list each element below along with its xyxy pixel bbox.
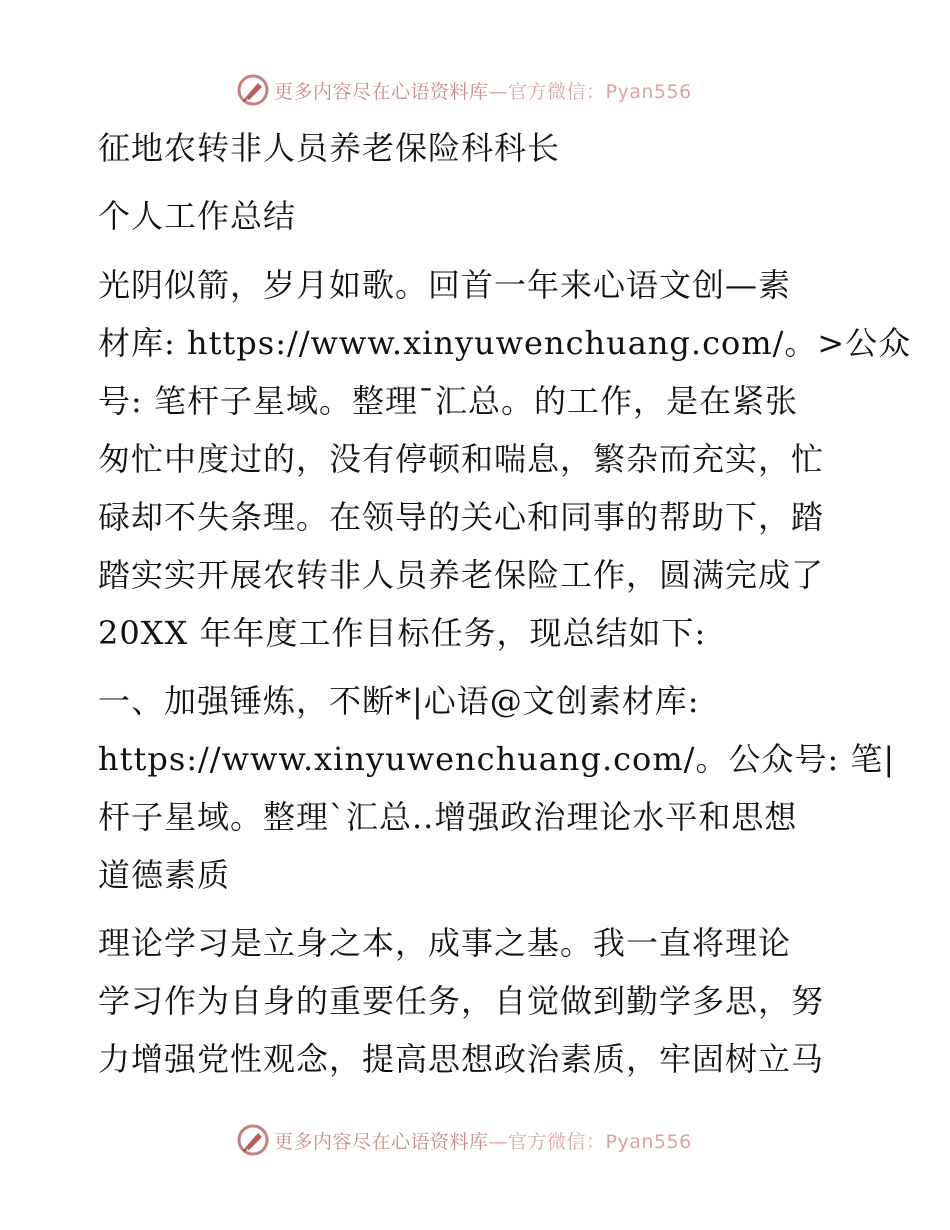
title-line-1: 征地农转非人员养老保险科科长	[98, 129, 561, 167]
paragraph-line: 碌却不失条理。在领导的关心和同事的帮助下，踏	[98, 498, 825, 536]
pen-logo-icon	[236, 1123, 270, 1157]
paragraph-1	[98, 256, 912, 662]
paragraph-line: 光阴似箭，岁月如歌。回首一年来心语文创—素	[98, 266, 792, 304]
paragraph-line: 学习作为自身的重要任务，自觉做到勤学多思，努	[98, 982, 825, 1020]
watermark-text: 更多内容尽在心语资料库—官方微信：Pyan556	[274, 1130, 692, 1153]
paragraph-line: 材库: https://www.xinyuwenchuang.com/。>公众	[98, 324, 912, 362]
paragraph-line: 一、加强锤炼，不断*|心语@文创素材库:	[98, 682, 700, 720]
footer-watermark	[236, 1120, 692, 1160]
paragraph-line: 道德素质	[98, 856, 231, 894]
paragraph-3	[98, 914, 858, 1088]
document-body	[98, 120, 912, 1088]
paragraph-line: 号: 笔杆子星域。整理¯汇总。的工作，是在紧张	[98, 382, 798, 420]
paragraph-line: 20XX 年年度工作目标任务，现总结如下:	[98, 614, 707, 652]
pen-logo-icon	[236, 73, 270, 107]
paragraph-line: 力增强党性观念，提高思想政治素质，牢固树立马	[98, 1040, 825, 1078]
paragraph-line: 踏实实开展农转非人员养老保险工作，圆满完成了	[98, 556, 825, 594]
watermark-text: 更多内容尽在心语资料库—官方微信：Pyan556	[274, 80, 692, 103]
paragraph-line: 匆忙中度过的，没有停顿和喘息，繁杂而充实，忙	[98, 440, 825, 478]
paragraph-line: 理论学习是立身之本，成事之基。我一直将理论	[98, 924, 792, 962]
title-line-2: 个人工作总结	[98, 197, 297, 235]
header-watermark	[236, 70, 692, 110]
paragraph-line: https://www.xinyuwenchuang.com/。公众号: 笔|	[98, 740, 896, 778]
paragraph-line: 杆子星域。整理`汇总..增强政治理论水平和思想	[98, 798, 798, 836]
paragraph-2	[98, 672, 896, 904]
